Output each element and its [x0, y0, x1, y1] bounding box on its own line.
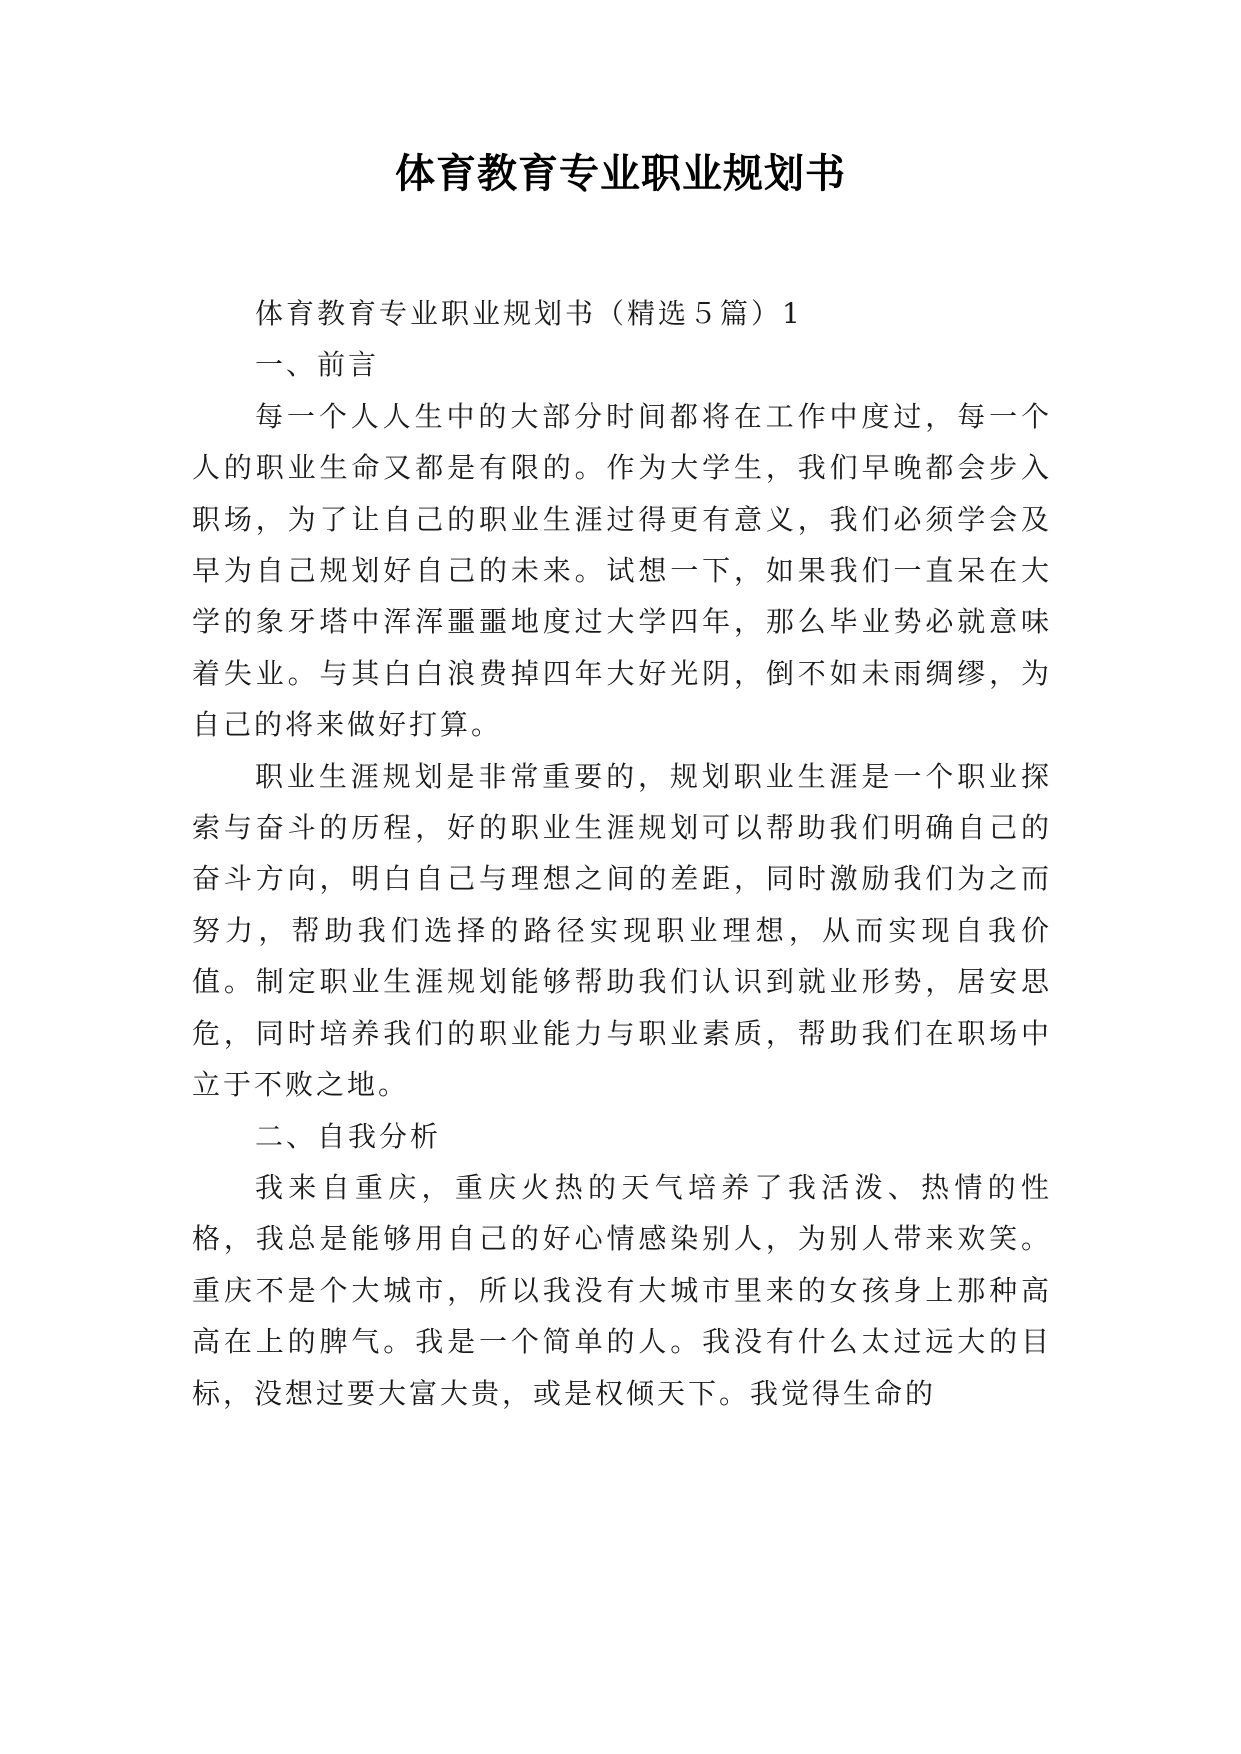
section-heading-self-analysis: 二、自我分析: [255, 1119, 442, 1153]
body-paragraph: 我来自重庆，重庆火热的天气培养了我活泼、热情的性格，我总是能够用自己的好心情感染别人，为别人带来欢笑。重庆不是个大城市，所以我没有大城市里来的女孩身上那种高高在上的脾气。我是一个简单的人。我没有什么太过远大的目标，没想过要大富大贵，或是权倾天下。我觉得生命的: [192, 1170, 1052, 1410]
subtitle-paragraph: 体育教育专业职业规划书（精选５篇）1: [255, 297, 803, 330]
body-paragraph: 职业生涯规划是非常重要的，规划职业生涯是一个职业探索与奋斗的历程，好的职业生涯规划可以帮助我们明确自己的奋斗方向，明白自己与理想之间的差距，同时激励我们为之而努力，帮助我们选择的路径实现职业理想，从而实现自我价值。制定职业生涯规划能够帮助我们认识到就业形势，居安思危，同时培养我们的职业能力与职业素质，帮助我们在职场中立于不败之地。: [192, 759, 1052, 1102]
document-body: [192, 288, 1052, 1419]
section-heading-preface: 一、前言: [255, 348, 380, 382]
body-paragraph: 每一个人人生中的大部分时间都将在工作中度过，每一个人的职业生命又都是有限的。作为大学生，我们早晚都会步入职场，为了让自己的职业生涯过得更有意义，我们必须学会及早为自己规划好自己的未来。试想一下，如果我们一直呆在大学的象牙塔中浑浑噩噩地度过大学四年，那么毕业势必就意味着失业。与其白白浪费掉四年大好光阴，倒不如未雨绸缪，为自己的将来做好打算。: [192, 399, 1052, 742]
document-title: 体育教育专业职业规划书: [395, 150, 846, 197]
